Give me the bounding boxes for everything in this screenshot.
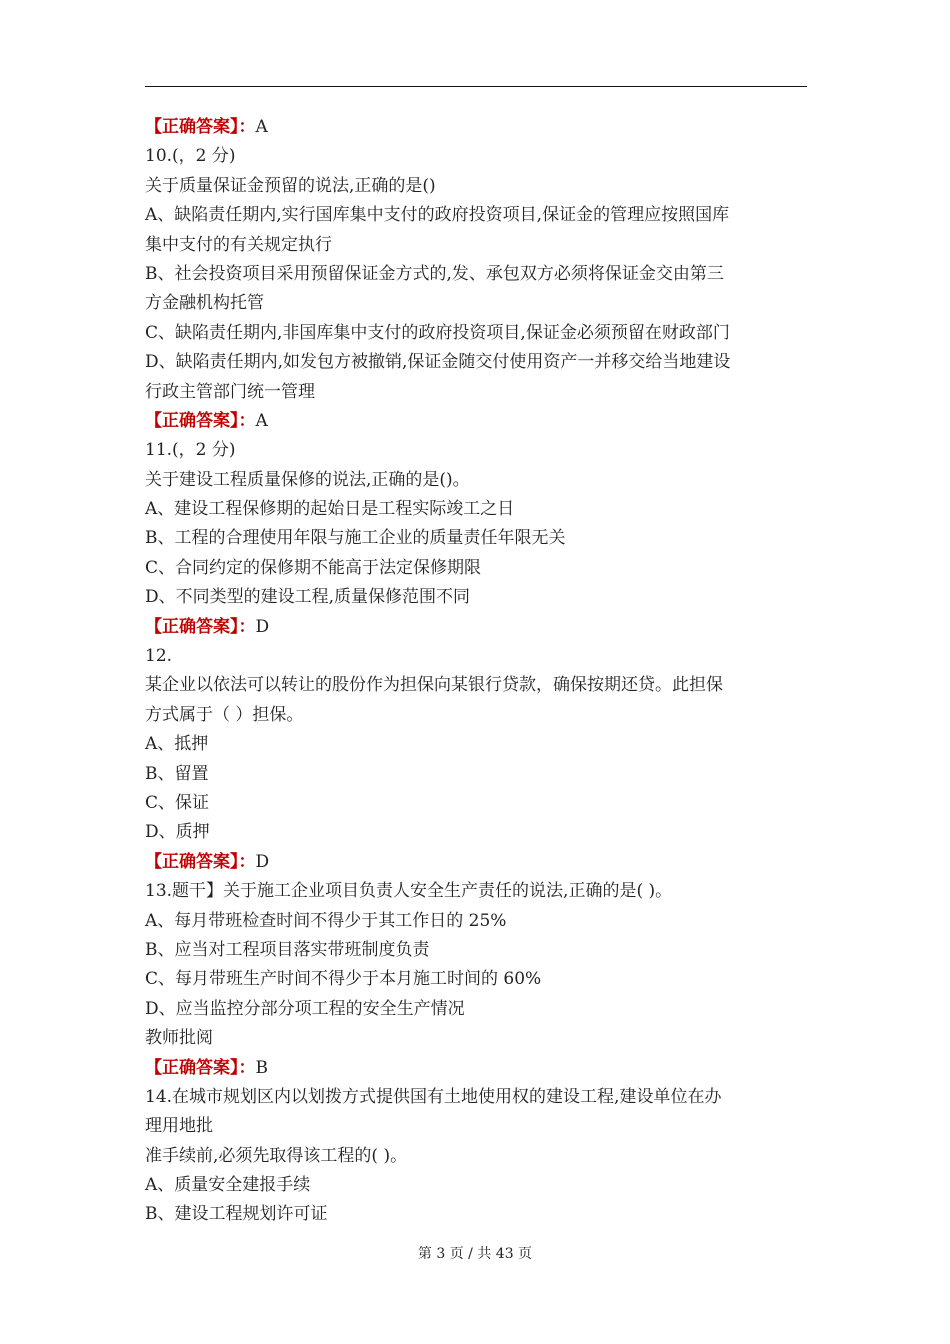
text-line: D、质押: [145, 822, 210, 843]
answer-label: 【正确答案】：: [145, 117, 256, 137]
text-line: 集中支付的有关规定执行: [145, 234, 332, 255]
text-line: A、缺陷责任期内,实行国库集中支付的政府投资项目,保证金的管理应按照国库: [145, 205, 730, 226]
text-line: A、建设工程保修期的起始日是工程实际竣工之日: [145, 499, 515, 520]
text-line: D、缺陷责任期内,如发包方被撤销,保证金随交付使用资产一并移交给当地建设: [145, 352, 731, 373]
answer-label: 【正确答案】：: [145, 851, 256, 872]
text-line: 12.: [145, 646, 173, 667]
text-line: 关于建设工程质量保修的说法,正确的是()。: [145, 469, 470, 490]
text-line: A、每月带班检查时间不得少于其工作日的 25%: [145, 910, 507, 931]
text-line: 13.题干】关于施工企业项目负责人安全生产责任的说法,正确的是( )。: [145, 881, 673, 902]
text-line: 关于质量保证金预留的说法,正确的是(): [145, 175, 436, 196]
correct-answer-line: [145, 848, 810, 877]
answer-value: A: [255, 410, 268, 431]
text-line: 方式属于（ ）担保。: [145, 704, 304, 725]
text-line: B、留置: [145, 763, 209, 784]
text-line: 10.(，2 分): [145, 146, 236, 167]
text-line: A、抵押: [145, 734, 209, 755]
text-line: C、缺陷责任期内,非国库集中支付的政府投资项目,保证金必须预留在财政部门: [145, 322, 730, 343]
correct-answer-line: [145, 1054, 810, 1083]
text-line: 行政主管部门统一管理: [145, 381, 315, 402]
correct-answer-line: [145, 113, 810, 142]
text-line: C、合同约定的保修期不能高于法定保修期限: [145, 557, 482, 578]
text-line: D、应当监控分部分项工程的安全生产情况: [145, 998, 465, 1019]
text-line: 准手续前,必须先取得该工程的( )。: [145, 1145, 408, 1166]
text-line: B、工程的合理使用年限与施工企业的质量责任年限无关: [145, 528, 566, 549]
text-line: B、应当对工程项目落实带班制度负责: [145, 939, 430, 960]
text-line: 教师批阅: [145, 1028, 213, 1049]
text-line: 11.(，2 分): [145, 440, 236, 461]
text-line: 某企业以依法可以转让的股份作为担保向某银行贷款，确保按期还贷。此担保: [145, 675, 723, 696]
text-line: 方金融机构托管: [145, 293, 264, 314]
answer-value: A: [255, 117, 268, 137]
header-rule: [145, 86, 807, 87]
document-body: [145, 113, 810, 1230]
text-line: B、建设工程规划许可证: [145, 1204, 328, 1225]
text-line: D、不同类型的建设工程,质量保修范围不同: [145, 587, 471, 608]
answer-value: B: [255, 1057, 268, 1078]
text-line: C、每月带班生产时间不得少于本月施工时间的 60%: [145, 969, 542, 990]
answer-label: 【正确答案】：: [145, 1057, 256, 1078]
text-line: 理用地批: [145, 1116, 213, 1137]
text-line: 14.在城市规划区内以划拨方式提供国有土地使用权的建设工程,建设单位在办: [145, 1086, 722, 1107]
text-line: C、保证: [145, 792, 210, 813]
text-line: B、社会投资项目采用预留保证金方式的,发、承包双方必须将保证金交由第三: [145, 263, 724, 284]
page-footer: 第 3 页 / 共 43 页: [417, 1246, 533, 1262]
answer-label: 【正确答案】：: [145, 616, 256, 637]
text-line: A、质量安全建报手续: [145, 1175, 311, 1196]
correct-answer-line: [145, 613, 810, 642]
answer-value: D: [255, 851, 270, 872]
answer-label: 【正确答案】：: [145, 410, 256, 431]
correct-answer-line: [145, 407, 810, 436]
answer-value: D: [255, 616, 270, 637]
